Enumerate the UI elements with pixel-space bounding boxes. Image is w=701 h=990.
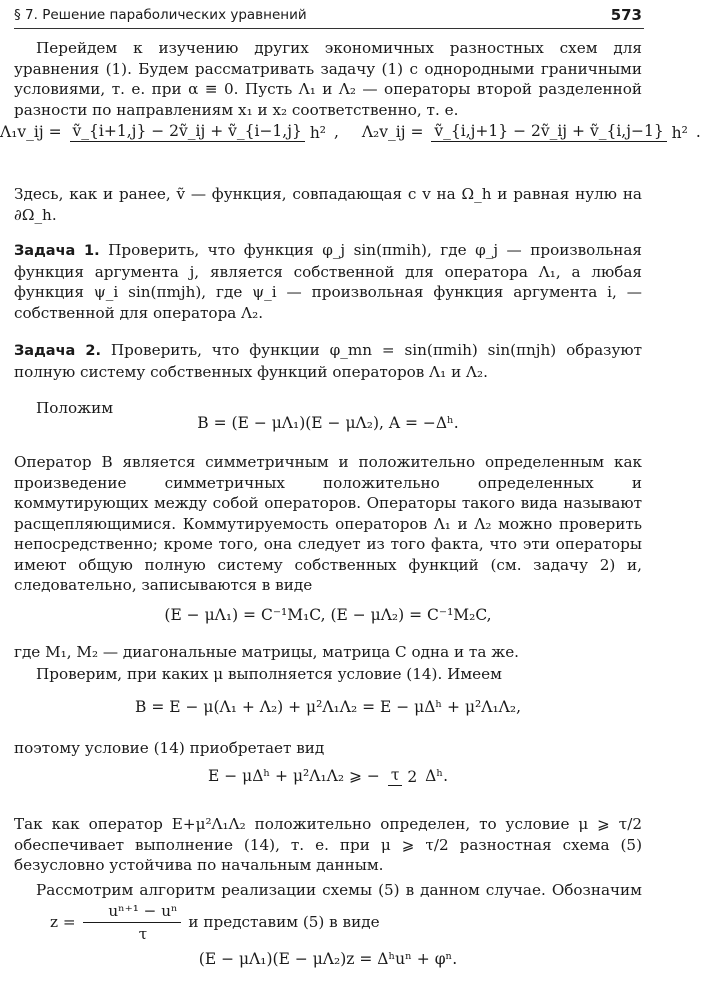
eq5-fraction [388,766,417,786]
paragraph-splitting-operators: Оператор B является симметричным и положительно определенным как произведение симметричных положительно определенных и коммутирующих между собой операторов. Операторы такого вида называют расщепляющимися. Коммутируемость операторов Λ₁ и Λ₂ можно проверить непосредственно; кроме того, она следует из того факта, что эти операторы имеют общую полную систему собственных функций (см. задачу 2) и, следовательно, записываются в виде [14,453,642,594]
task-2-text: Проверить, что функции φ_mn = sin(πmih) sin(πnjh) образуют полную систему собственных функций операторов Λ₁ и Λ₂. [14,341,643,381]
eq5-numerator: τ [388,766,403,786]
eq1-left-fraction [70,122,327,142]
equation-operator-b: B = (E − μΛ₁)(E − μΛ₂), A = −Δʰ. [197,414,459,432]
equation-stability-condition [0,766,656,786]
running-header [14,6,644,29]
paragraph-check-condition: Проверим, при каких μ выполняется условие (14). Имеем [36,665,502,683]
task-1-label: Задача 1. [14,243,100,259]
z-numerator: uⁿ⁺¹ − uⁿ [83,901,180,924]
eq5-left: E − μΔʰ + μ²Λ₁Λ₂ ⩾ − [208,767,380,785]
eq5-denominator: 2 [407,767,418,786]
z-definition [28,901,184,945]
paragraph-condition-form: поэтому условие (14) приобретает вид [14,739,325,757]
task-2 [14,340,642,382]
eq1-end: . [695,123,701,141]
eq1-right: Λ₂v_ij = [361,123,424,141]
paragraph-let: Положим [36,399,114,417]
task-1-text: Проверить, что функция φ_j sin(πmih), где φ_j — произвольная функция аргумента j, является собственной для оператора Λ₁, а любая функция ψ_i sin(πmjh), где ψ_i — произвольная функция аргумента i, — собственной для оператора Λ₂. [14,241,642,322]
z-left: z = [50,912,76,931]
eq1-left-denominator: h² [309,123,327,142]
paragraph-unconditional-stability: Так как оператор E+μ²Λ₁Λ₂ положительно определен, то условие μ ⩾ τ/2 обеспечивает выполнение (14), т. е. при μ ⩾ τ/2 разностная схема (5) безусловно устойчива по начальным данным. [14,815,642,874]
z-denominator: τ [138,925,148,943]
algorithm-text: Рассмотрим алгоритм реализации схемы (5) в данном случае. Обозначим [36,881,642,899]
equation-split-scheme: (E − μΛ₁)(E − μΛ₂)z = Δʰuⁿ + φⁿ. [198,950,458,968]
paragraph-algorithm [14,880,642,945]
task-1 [14,240,642,323]
z-fraction [83,901,180,945]
equation-diagonalization: (E − μΛ₁) = C⁻¹M₁C, (E − μΛ₂) = C⁻¹M₂C, [164,606,492,624]
task-2-label: Задача 2. [14,343,102,359]
paragraph-diagonal-matrices: где M₁, M₂ — диагональные матрицы, матрица C одна и та же. [14,643,520,661]
eq5-right: Δʰ. [425,767,448,785]
algorithm-text-end: и представим (5) в виде [188,912,380,931]
eq1-left-numerator: ṽ_{i+1,j} − 2ṽ_ij + ṽ_{i−1,j} [70,122,305,142]
eq1-right-denominator: h² [671,123,688,142]
eq1-right-numerator: ṽ_{i,j+1} − 2ṽ_ij + ṽ_{i,j−1} [431,122,666,142]
eq1-separator: , [333,123,339,141]
equation-b-expansion: B = E − μ(Λ₁ + Λ₂) + μ²Λ₁Λ₂ = E − μΔʰ + μ²Λ₁Λ₂, [135,698,521,716]
eq1-right-fraction [431,122,688,142]
paragraph-tilde-definition: Здесь, как и ранее, ṽ — функция, совпадающая с v на Ω_h и равная нулю на ∂Ω_h. [14,185,642,224]
paragraph-intro: Перейдем к изучению других экономичных разностных схем для уравнения (1). Будем рассматривать задачу (1) с однородными граничными условиями, т. е. при α ≡ 0. Пусть Λ₁ и Λ₂ — операторы второй разделенной разности по направлениям x₁ и x₂ соответственно, т. е. [14,39,642,119]
page-number: 573 [610,6,642,24]
section-title: § 7. Решение параболических уравнений [14,7,307,23]
eq1-left: Λ₁v_ij = [0,123,62,141]
equation-second-differences [0,122,701,142]
